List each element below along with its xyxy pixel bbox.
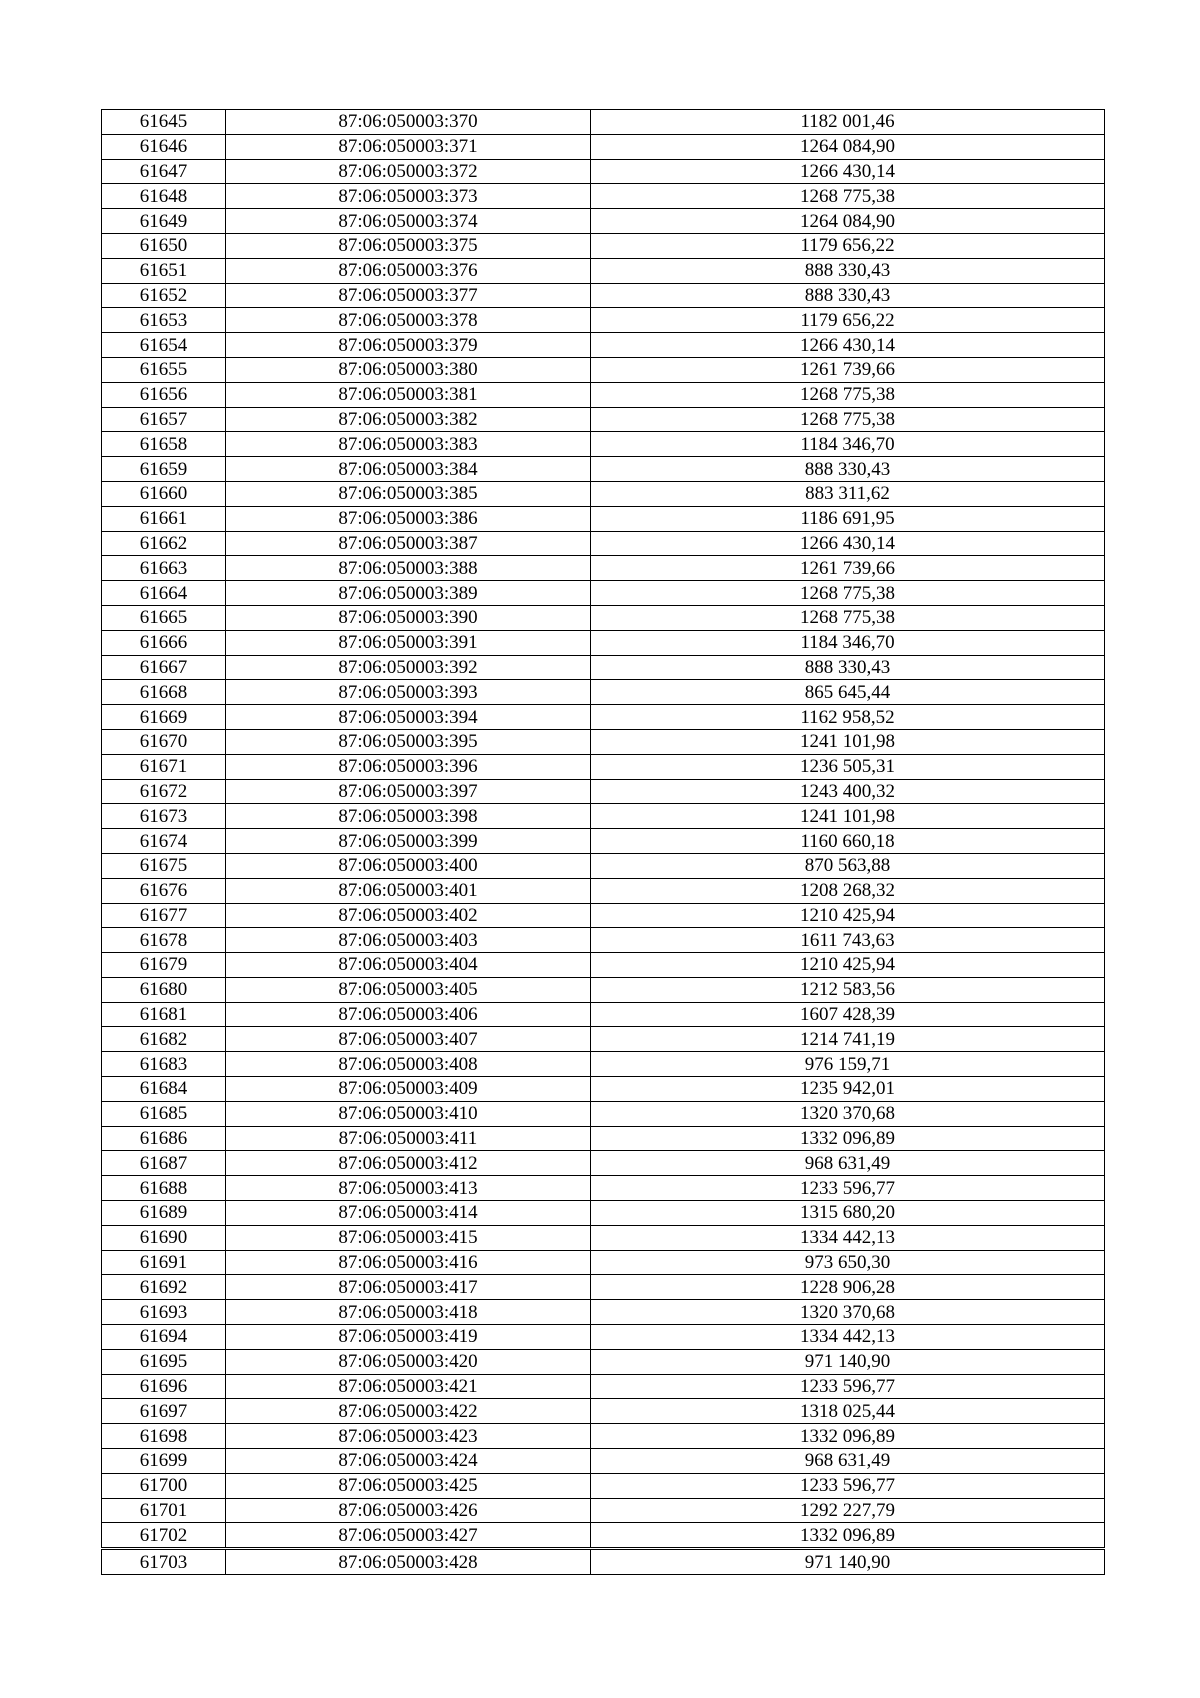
row-number-cell: 61668 [102, 680, 226, 705]
row-number-cell: 61653 [102, 308, 226, 333]
cadastral-number-cell: 87:06:050003:405 [226, 977, 591, 1002]
value-cell: 1233 596,77 [591, 1473, 1105, 1498]
row-number-cell: 61677 [102, 903, 226, 928]
row-number-cell: 61675 [102, 853, 226, 878]
value-cell: 1264 084,90 [591, 134, 1105, 159]
cadastral-number-cell: 87:06:050003:379 [226, 333, 591, 358]
row-number-cell: 61650 [102, 233, 226, 258]
cadastral-number-cell: 87:06:050003:377 [226, 283, 591, 308]
row-number-cell: 61646 [102, 134, 226, 159]
cadastral-number-cell: 87:06:050003:420 [226, 1349, 591, 1374]
value-cell: 883 311,62 [591, 481, 1105, 506]
row-number-cell: 61699 [102, 1449, 226, 1474]
table-row [102, 779, 1105, 804]
value-cell: 976 159,71 [591, 1052, 1105, 1077]
row-number-cell: 61689 [102, 1201, 226, 1226]
table-row [102, 1300, 1105, 1325]
table-row [102, 1027, 1105, 1052]
table-row [102, 1349, 1105, 1374]
table-row [102, 184, 1105, 209]
row-number-cell: 61697 [102, 1399, 226, 1424]
cadastral-number-cell: 87:06:050003:383 [226, 432, 591, 457]
table-row [102, 754, 1105, 779]
row-number-cell: 61682 [102, 1027, 226, 1052]
row-number-cell: 61669 [102, 705, 226, 730]
row-number-cell: 61663 [102, 556, 226, 581]
table-row [102, 829, 1105, 854]
value-cell: 1212 583,56 [591, 977, 1105, 1002]
table-row [102, 1201, 1105, 1226]
value-cell: 1264 084,90 [591, 209, 1105, 234]
row-number-cell: 61667 [102, 655, 226, 680]
row-number-cell: 61671 [102, 754, 226, 779]
cadastral-number-cell: 87:06:050003:378 [226, 308, 591, 333]
value-cell: 968 631,49 [591, 1449, 1105, 1474]
cadastral-number-cell: 87:06:050003:398 [226, 804, 591, 829]
value-cell: 1332 096,89 [591, 1523, 1105, 1549]
row-number-cell: 61684 [102, 1077, 226, 1102]
cadastral-number-cell: 87:06:050003:391 [226, 630, 591, 655]
row-number-cell: 61674 [102, 829, 226, 854]
cadastral-number-cell: 87:06:050003:401 [226, 878, 591, 903]
row-number-cell: 61670 [102, 729, 226, 754]
row-number-cell: 61652 [102, 283, 226, 308]
cadastral-number-cell: 87:06:050003:402 [226, 903, 591, 928]
value-cell: 971 140,90 [591, 1549, 1105, 1575]
value-cell: 1334 442,13 [591, 1225, 1105, 1250]
row-number-cell: 61672 [102, 779, 226, 804]
row-number-cell: 61695 [102, 1349, 226, 1374]
table-row [102, 1449, 1105, 1474]
row-number-cell: 61673 [102, 804, 226, 829]
value-cell: 888 330,43 [591, 258, 1105, 283]
cadastral-number-cell: 87:06:050003:399 [226, 829, 591, 854]
table-row [102, 432, 1105, 457]
row-number-cell: 61702 [102, 1523, 226, 1549]
cadastral-number-cell: 87:06:050003:413 [226, 1176, 591, 1201]
cadastral-number-cell: 87:06:050003:424 [226, 1449, 591, 1474]
row-number-cell: 61683 [102, 1052, 226, 1077]
value-cell: 971 140,90 [591, 1349, 1105, 1374]
value-cell: 1611 743,63 [591, 928, 1105, 953]
table-row [102, 1498, 1105, 1523]
row-number-cell: 61660 [102, 481, 226, 506]
table-row [102, 953, 1105, 978]
table-row [102, 556, 1105, 581]
row-number-cell: 61700 [102, 1473, 226, 1498]
row-number-cell: 61649 [102, 209, 226, 234]
value-cell: 973 650,30 [591, 1250, 1105, 1275]
value-cell: 1268 775,38 [591, 184, 1105, 209]
table-row [102, 382, 1105, 407]
value-cell: 1607 428,39 [591, 1002, 1105, 1027]
table-row [102, 804, 1105, 829]
row-number-cell: 61665 [102, 605, 226, 630]
value-cell: 1208 268,32 [591, 878, 1105, 903]
value-cell: 1315 680,20 [591, 1201, 1105, 1226]
value-cell: 1266 430,14 [591, 159, 1105, 184]
table-row [102, 357, 1105, 382]
cadastral-number-cell: 87:06:050003:408 [226, 1052, 591, 1077]
value-cell: 1334 442,13 [591, 1325, 1105, 1350]
table-row [102, 928, 1105, 953]
table-row [102, 1126, 1105, 1151]
cadastral-number-cell: 87:06:050003:427 [226, 1523, 591, 1549]
value-cell: 1186 691,95 [591, 506, 1105, 531]
cadastral-number-cell: 87:06:050003:394 [226, 705, 591, 730]
row-number-cell: 61694 [102, 1325, 226, 1350]
table-row [102, 878, 1105, 903]
cadastral-number-cell: 87:06:050003:423 [226, 1424, 591, 1449]
row-number-cell: 61680 [102, 977, 226, 1002]
row-number-cell: 61701 [102, 1498, 226, 1523]
table-row [102, 1549, 1105, 1575]
value-cell: 888 330,43 [591, 457, 1105, 482]
cadastral-number-cell: 87:06:050003:400 [226, 853, 591, 878]
cadastral-number-cell: 87:06:050003:384 [226, 457, 591, 482]
row-number-cell: 61656 [102, 382, 226, 407]
cadastral-number-cell: 87:06:050003:392 [226, 655, 591, 680]
table-row [102, 134, 1105, 159]
table-row [102, 1473, 1105, 1498]
row-number-cell: 61696 [102, 1374, 226, 1399]
table-row [102, 630, 1105, 655]
row-number-cell: 61664 [102, 581, 226, 606]
row-number-cell: 61666 [102, 630, 226, 655]
value-cell: 968 631,49 [591, 1151, 1105, 1176]
cadastral-number-cell: 87:06:050003:406 [226, 1002, 591, 1027]
row-number-cell: 61647 [102, 159, 226, 184]
value-cell: 1160 660,18 [591, 829, 1105, 854]
row-number-cell: 61693 [102, 1300, 226, 1325]
table-row [102, 1424, 1105, 1449]
table-row [102, 729, 1105, 754]
table-row [102, 1002, 1105, 1027]
table-row [102, 308, 1105, 333]
row-number-cell: 61676 [102, 878, 226, 903]
cadastral-number-cell: 87:06:050003:416 [226, 1250, 591, 1275]
cadastral-number-cell: 87:06:050003:415 [226, 1225, 591, 1250]
value-cell: 1179 656,22 [591, 233, 1105, 258]
row-number-cell: 61686 [102, 1126, 226, 1151]
value-cell: 1182 001,46 [591, 110, 1105, 135]
table-row [102, 1052, 1105, 1077]
table-row [102, 680, 1105, 705]
value-cell: 1318 025,44 [591, 1399, 1105, 1424]
value-cell: 1332 096,89 [591, 1126, 1105, 1151]
value-cell: 1241 101,98 [591, 729, 1105, 754]
value-cell: 1210 425,94 [591, 903, 1105, 928]
cadastral-number-cell: 87:06:050003:428 [226, 1549, 591, 1575]
value-cell: 1162 958,52 [591, 705, 1105, 730]
row-number-cell: 61648 [102, 184, 226, 209]
table-row [102, 853, 1105, 878]
row-number-cell: 61658 [102, 432, 226, 457]
value-cell: 1268 775,38 [591, 382, 1105, 407]
cadastral-number-cell: 87:06:050003:371 [226, 134, 591, 159]
table-row [102, 333, 1105, 358]
row-number-cell: 61703 [102, 1549, 226, 1575]
table-row [102, 1374, 1105, 1399]
cadastral-number-cell: 87:06:050003:373 [226, 184, 591, 209]
table-row [102, 1151, 1105, 1176]
cadastral-number-cell: 87:06:050003:382 [226, 407, 591, 432]
value-cell: 1235 942,01 [591, 1077, 1105, 1102]
cadastral-number-cell: 87:06:050003:395 [226, 729, 591, 754]
table-row [102, 481, 1105, 506]
value-cell: 1214 741,19 [591, 1027, 1105, 1052]
cadastral-number-cell: 87:06:050003:376 [226, 258, 591, 283]
table-row [102, 1225, 1105, 1250]
value-cell: 1268 775,38 [591, 581, 1105, 606]
value-cell: 1184 346,70 [591, 630, 1105, 655]
table-row [102, 258, 1105, 283]
row-number-cell: 61698 [102, 1424, 226, 1449]
cadastral-number-cell: 87:06:050003:407 [226, 1027, 591, 1052]
row-number-cell: 61690 [102, 1225, 226, 1250]
cadastral-number-cell: 87:06:050003:410 [226, 1101, 591, 1126]
cadastral-number-cell: 87:06:050003:417 [226, 1275, 591, 1300]
cadastral-number-cell: 87:06:050003:396 [226, 754, 591, 779]
value-cell: 1268 775,38 [591, 407, 1105, 432]
table-row [102, 1399, 1105, 1424]
table-row [102, 110, 1105, 135]
cadastral-number-cell: 87:06:050003:374 [226, 209, 591, 234]
value-cell: 1228 906,28 [591, 1275, 1105, 1300]
table-row [102, 1077, 1105, 1102]
cadastral-number-cell: 87:06:050003:403 [226, 928, 591, 953]
value-cell: 1261 739,66 [591, 357, 1105, 382]
table-row [102, 209, 1105, 234]
table-row [102, 1325, 1105, 1350]
table-row [102, 1250, 1105, 1275]
cadastral-number-cell: 87:06:050003:409 [226, 1077, 591, 1102]
cadastral-number-cell: 87:06:050003:426 [226, 1498, 591, 1523]
row-number-cell: 61685 [102, 1101, 226, 1126]
row-number-cell: 61687 [102, 1151, 226, 1176]
row-number-cell: 61662 [102, 531, 226, 556]
value-cell: 888 330,43 [591, 655, 1105, 680]
table-row [102, 407, 1105, 432]
value-cell: 1332 096,89 [591, 1424, 1105, 1449]
table-row [102, 581, 1105, 606]
cadastral-number-cell: 87:06:050003:412 [226, 1151, 591, 1176]
table-row [102, 233, 1105, 258]
table-row [102, 655, 1105, 680]
row-number-cell: 61692 [102, 1275, 226, 1300]
row-number-cell: 61659 [102, 457, 226, 482]
table-row [102, 506, 1105, 531]
value-cell: 1320 370,68 [591, 1101, 1105, 1126]
table-body [102, 110, 1105, 1575]
table-row [102, 605, 1105, 630]
cadastral-number-cell: 87:06:050003:422 [226, 1399, 591, 1424]
value-cell: 870 563,88 [591, 853, 1105, 878]
value-cell: 1210 425,94 [591, 953, 1105, 978]
value-cell: 1179 656,22 [591, 308, 1105, 333]
value-cell: 1266 430,14 [591, 333, 1105, 358]
row-number-cell: 61688 [102, 1176, 226, 1201]
value-cell: 1233 596,77 [591, 1176, 1105, 1201]
cadastral-number-cell: 87:06:050003:385 [226, 481, 591, 506]
table-row [102, 1101, 1105, 1126]
cadastral-number-cell: 87:06:050003:381 [226, 382, 591, 407]
table-row [102, 1176, 1105, 1201]
cadastral-number-cell: 87:06:050003:386 [226, 506, 591, 531]
cadastral-number-cell: 87:06:050003:387 [226, 531, 591, 556]
table-row [102, 531, 1105, 556]
table-row [102, 705, 1105, 730]
row-number-cell: 61691 [102, 1250, 226, 1275]
value-cell: 1320 370,68 [591, 1300, 1105, 1325]
row-number-cell: 61678 [102, 928, 226, 953]
cadastral-number-cell: 87:06:050003:372 [226, 159, 591, 184]
value-cell: 1292 227,79 [591, 1498, 1105, 1523]
cadastral-number-cell: 87:06:050003:390 [226, 605, 591, 630]
value-cell: 1261 739,66 [591, 556, 1105, 581]
table-row [102, 1523, 1105, 1549]
row-number-cell: 61651 [102, 258, 226, 283]
value-cell: 1184 346,70 [591, 432, 1105, 457]
cadastral-number-cell: 87:06:050003:388 [226, 556, 591, 581]
row-number-cell: 61661 [102, 506, 226, 531]
table-row [102, 159, 1105, 184]
table-row [102, 977, 1105, 1002]
cadastral-number-cell: 87:06:050003:404 [226, 953, 591, 978]
cadastral-number-cell: 87:06:050003:419 [226, 1325, 591, 1350]
row-number-cell: 61681 [102, 1002, 226, 1027]
value-cell: 1268 775,38 [591, 605, 1105, 630]
cadastral-number-cell: 87:06:050003:418 [226, 1300, 591, 1325]
cadastral-number-cell: 87:06:050003:425 [226, 1473, 591, 1498]
cadastral-number-cell: 87:06:050003:375 [226, 233, 591, 258]
row-number-cell: 61645 [102, 110, 226, 135]
cadastral-number-cell: 87:06:050003:414 [226, 1201, 591, 1226]
cadastral-number-cell: 87:06:050003:421 [226, 1374, 591, 1399]
value-cell: 1241 101,98 [591, 804, 1105, 829]
value-cell: 1266 430,14 [591, 531, 1105, 556]
cadastral-number-cell: 87:06:050003:397 [226, 779, 591, 804]
cadastral-number-cell: 87:06:050003:370 [226, 110, 591, 135]
table-row [102, 457, 1105, 482]
cadastral-number-cell: 87:06:050003:393 [226, 680, 591, 705]
value-cell: 1243 400,32 [591, 779, 1105, 804]
row-number-cell: 61657 [102, 407, 226, 432]
value-cell: 1233 596,77 [591, 1374, 1105, 1399]
table-row [102, 283, 1105, 308]
cadastral-number-cell: 87:06:050003:389 [226, 581, 591, 606]
row-number-cell: 61655 [102, 357, 226, 382]
value-cell: 1236 505,31 [591, 754, 1105, 779]
value-cell: 865 645,44 [591, 680, 1105, 705]
table-row [102, 903, 1105, 928]
cadastral-number-cell: 87:06:050003:380 [226, 357, 591, 382]
row-number-cell: 61654 [102, 333, 226, 358]
value-cell: 888 330,43 [591, 283, 1105, 308]
table-row [102, 1275, 1105, 1300]
row-number-cell: 61679 [102, 953, 226, 978]
data-table [101, 109, 1105, 1575]
cadastral-number-cell: 87:06:050003:411 [226, 1126, 591, 1151]
